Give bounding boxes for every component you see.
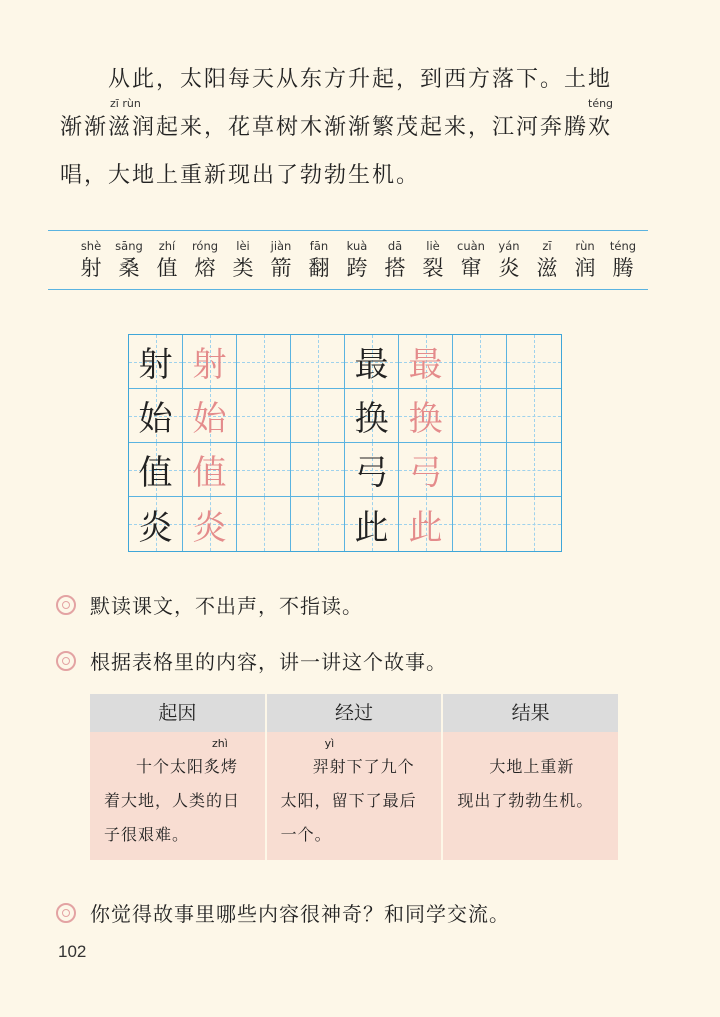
model-character-cell (345, 443, 399, 497)
vocab-item (224, 231, 262, 281)
passage-line: zī rùn téng 渐渐滋润起来，花草树木渐渐繁茂起来，江河奔腾欢 (60, 97, 614, 140)
result-cell: 大地上重新 现出了勃勃生机。 (457, 757, 594, 810)
vocab-character: 裂 (422, 256, 444, 280)
vocab-pinyin: yán (498, 239, 520, 253)
trace-character: 此 (408, 507, 443, 548)
empty-writing-cell (291, 335, 345, 389)
trace-character: 弓 (408, 453, 443, 493)
model-character-cell (129, 335, 183, 389)
trace-character: 炎 (192, 507, 227, 548)
trace-character-cell (183, 335, 237, 389)
vocab-character: 滋 (536, 256, 558, 280)
vocab-pinyin: zhí (158, 239, 176, 253)
empty-writing-cell (453, 443, 507, 497)
model-character: 此 (354, 507, 389, 548)
trace-character-cell (183, 443, 237, 497)
trace-character-cell (183, 389, 237, 443)
vocab-character: 射 (80, 256, 102, 280)
vocab-pinyin: shè (80, 239, 102, 253)
vocab-character: 搭 (384, 256, 406, 280)
vocab-pinyin: dā (387, 239, 403, 253)
vocab-character: 类 (232, 256, 254, 280)
vocab-pinyin: zī (542, 239, 552, 253)
vocab-item (566, 231, 604, 281)
model-character: 换 (354, 399, 389, 439)
vocab-pinyin: téng (609, 239, 637, 253)
model-character: 射 (138, 345, 173, 385)
passage-line: 从此，太阳每天从东方升起，到西方落下。土地 (108, 67, 613, 92)
vocab-item (604, 231, 642, 281)
story-table (90, 694, 618, 860)
trace-character: 射 (192, 345, 227, 385)
empty-writing-cell (453, 389, 507, 443)
vocab-character: 翻 (308, 256, 330, 280)
vocab-character: 跨 (346, 256, 368, 280)
trace-character-cell (399, 335, 453, 389)
cause-cell: zhì 十个太阳炙烤 着大地，人类的日 子很艰难。 (90, 732, 267, 860)
vocab-pinyin: kuà (346, 239, 368, 253)
pinyin-annotation: téng (588, 97, 614, 110)
vocab-pinyin: cuàn (457, 239, 485, 253)
vocab-item (376, 231, 414, 281)
trace-character-cell (399, 443, 453, 497)
model-character: 始 (138, 399, 173, 439)
empty-writing-cell (507, 497, 561, 551)
vocab-item (452, 231, 490, 281)
empty-writing-cell (291, 443, 345, 497)
empty-writing-cell (291, 497, 345, 551)
header-process: 经过 (267, 694, 444, 732)
pinyin-annotation: yì (324, 737, 335, 750)
vocab-character: 炎 (498, 256, 520, 280)
empty-writing-cell (453, 335, 507, 389)
trace-character-cell (399, 389, 453, 443)
vocab-character: 箭 (270, 256, 292, 280)
vocab-character: 窜 (460, 256, 482, 280)
vocab-character: 腾 (612, 256, 634, 280)
empty-writing-cell (453, 497, 507, 551)
exercise-2: 根据表格里的内容，讲一讲这个故事。 (56, 646, 447, 675)
vocab-pinyin: rùn (575, 239, 595, 253)
trace-character-cell (183, 497, 237, 551)
model-character-cell (345, 335, 399, 389)
model-character: 最 (354, 345, 389, 385)
empty-writing-cell (237, 497, 291, 551)
vocab-character: 值 (156, 256, 178, 280)
header-cause: 起因 (90, 694, 267, 732)
vocab-character: 润 (574, 256, 596, 280)
vocab-item (414, 231, 452, 281)
exercise-bullet-icon (56, 595, 76, 615)
model-character: 值 (138, 453, 173, 493)
vocab-pinyin: liè (426, 239, 440, 253)
exercise-bullet-icon (56, 903, 76, 923)
vocab-character: 熔 (194, 256, 216, 280)
vocab-item (490, 231, 528, 281)
vocab-character: 桑 (118, 256, 140, 280)
writing-grid (128, 334, 562, 552)
vocab-item (72, 231, 110, 281)
vocab-item (300, 231, 338, 281)
pinyin-annotation: zī rùn (110, 97, 141, 110)
exercise-1: 默读课文，不出声，不指读。 (56, 590, 363, 619)
pinyin-annotation: zhì (212, 737, 228, 750)
empty-writing-cell (237, 389, 291, 443)
model-character-cell (129, 497, 183, 551)
model-character-cell (129, 389, 183, 443)
trace-character: 最 (408, 345, 443, 385)
passage-line: 唱，大地上重新现出了勃勃生机。 (60, 163, 421, 188)
vocab-pinyin: róng (191, 239, 219, 253)
empty-writing-cell (507, 443, 561, 497)
model-character-cell (345, 497, 399, 551)
model-character: 弓 (354, 453, 389, 493)
exercise-3: 你觉得故事里哪些内容很神奇？和同学交流。 (56, 898, 510, 927)
story-table-body (90, 732, 618, 860)
story-passage (60, 56, 660, 200)
exercise-bullet-icon (56, 651, 76, 671)
model-character-cell (345, 389, 399, 443)
vocab-item (338, 231, 376, 281)
trace-character: 始 (192, 399, 227, 439)
empty-writing-cell (237, 443, 291, 497)
story-table-header (90, 694, 618, 732)
vocab-item (148, 231, 186, 281)
page-number: 102 (58, 942, 87, 961)
vocab-item (528, 231, 566, 281)
empty-writing-cell (237, 335, 291, 389)
empty-writing-cell (507, 389, 561, 443)
vocab-pinyin: fān (309, 239, 329, 253)
model-character: 炎 (138, 507, 173, 548)
trace-character: 值 (192, 453, 227, 493)
model-character-cell (129, 443, 183, 497)
process-cell: yì 羿射下了九个 太阳，留下了最后 一个。 (267, 732, 444, 860)
vocab-item (186, 231, 224, 281)
vocab-item (262, 231, 300, 281)
vocab-pinyin: jiàn (270, 239, 292, 253)
header-result: 结果 (511, 702, 550, 724)
vocab-pinyin: sāng (115, 239, 143, 253)
vocabulary-bar (48, 230, 648, 290)
empty-writing-cell (291, 389, 345, 443)
trace-character: 换 (408, 399, 443, 439)
empty-writing-cell (507, 335, 561, 389)
vocab-pinyin: lèi (236, 239, 250, 253)
trace-character-cell (399, 497, 453, 551)
vocab-item (110, 231, 148, 281)
